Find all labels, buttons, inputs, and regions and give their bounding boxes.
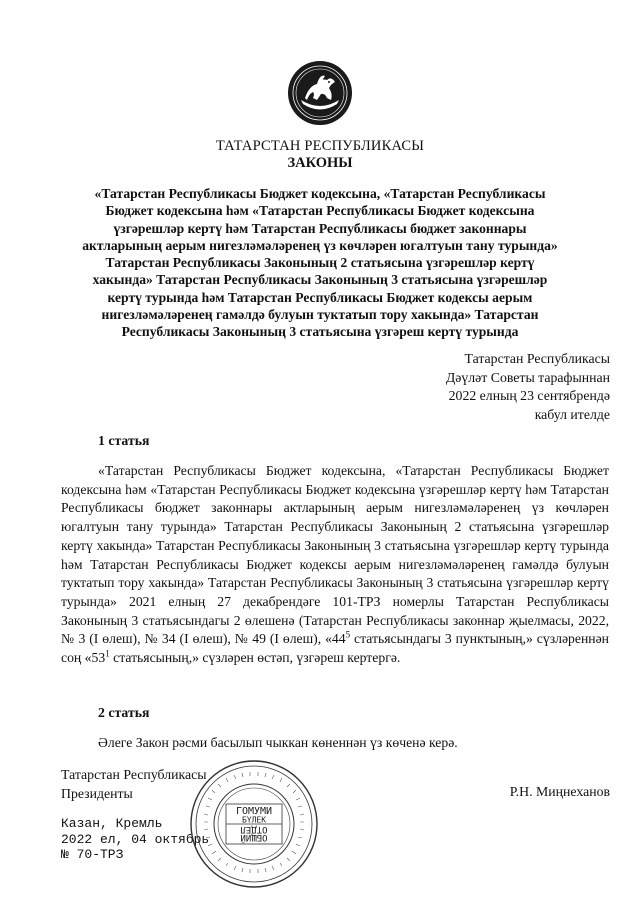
adoption-line: Дәүләт Советы тарафыннан xyxy=(445,369,610,385)
tatarstan-emblem-icon xyxy=(287,60,353,126)
title-line: «Татарстан Республикасы Бюджет кодексына, «Татарстан Республикасы xyxy=(94,186,546,201)
signatory-name: Р.Н. Миңнеханов xyxy=(509,784,610,799)
stamp-text: БҮЛЕК xyxy=(241,815,267,825)
title-line: Республикасы Законының 3 статьясына үзгәреш кертү турында xyxy=(121,324,519,340)
republic-title: ТАТАРСТАН РЕСПУБЛИКАСЫ xyxy=(215,138,425,154)
signature-line: Президенты xyxy=(61,786,133,801)
signature-line: Татарстан Республикасы xyxy=(61,767,207,782)
article-1-text xyxy=(61,462,609,668)
adoption-line: кабул ителде xyxy=(534,406,610,422)
superscript: 5 xyxy=(345,629,351,640)
title-line: актларының аерым нигезләмәләренең үз көчләрен югалтуын тану турында» xyxy=(82,237,558,253)
law-title: ЗАКОНЫ xyxy=(287,155,353,171)
adoption-line: Татарстан Республикасы xyxy=(464,351,610,366)
official-stamp-icon xyxy=(188,758,320,890)
title-line: нигезләмәләренең гамәлдә булуын туктатып тору хакында» Татарстан xyxy=(101,307,539,323)
article-2-text: Әлеге Закон рәсми басылып чыккан көненнән үз көченә керә. xyxy=(98,735,458,750)
stamp-text: ОТДЕЛ xyxy=(240,824,268,834)
title-line: хакында» Татарстан Республикасы Законының 3 статьясына үзгәрешләр xyxy=(92,272,548,288)
stamp-text: ОБЩИЙ xyxy=(240,832,268,842)
law-full-title xyxy=(60,185,580,341)
number-line: № 70-ТРЗ xyxy=(61,847,124,862)
article-1-text-part: «Татарстан Республикасы Бюджет кодексына, «Татарстан Республикасы Бюджет кодексына һәм «Татарстан Республикасы Бюджет кодексына үзгәрешләр кертү һәм Татарстан Республикасы бюджет законнары актларының аерым нигезләмәләренең үз көчләрен югалтуын тану турында» Татарстан Республикасы Законының 2 статьясына үзгәрешләр кертү хакында» Татарстан Республикасы Законының 3 статьясына үзгәрешләр кертү турында һәм Татарстан Республикасы Бюджет кодексы аерым нигезләмәләренең гамәлдә булуын туктатып тору хакында» Татарстан Республикасы Законының 3 статьясына үзгәрешләр кертү турында» 2021 елның 27 декабрендәге 101-ТРЗ номерлы Татарстан Республикасы Законының 3 статьясындагы 2 өлешенә (Татарстан Республикасы законнар җыелмасы, 2022, № 3 (I өлеш), № 34 (I өлеш), № 49 (I өлеш), «44 xyxy=(61,463,609,647)
title-line: кертү турында һәм Татарстан Республикасы Бюджет кодексы аерым xyxy=(107,289,533,305)
adoption-line: 2022 елның 23 сентябрендә xyxy=(448,388,610,404)
place-date-number xyxy=(61,816,209,863)
adoption-block xyxy=(390,350,610,424)
article-1-heading: 1 статья xyxy=(98,433,150,448)
article-2-heading: 2 статья xyxy=(98,705,150,720)
title-line: үзгәрешләр кертү һәм Татарстан Республикасы бюджет законнары xyxy=(113,220,527,236)
article-1-text-part: статьясының,» сүзләрен өстәп, үзгәреш кертергә. xyxy=(109,650,401,666)
title-line: Татарстан Республикасы Законының 2 статьясына үзгәрешләр кертү xyxy=(105,255,535,271)
signature-title xyxy=(61,765,207,803)
article-1-text-part: статьясындагы 3 пунктының,» сүзләреннән соң «53 xyxy=(61,631,609,666)
date-line: 2022 ел, 04 октябрь xyxy=(61,831,210,847)
place-line: Казан, Кремль xyxy=(61,816,163,831)
superscript: 1 xyxy=(105,648,110,659)
stamp-text: ГОМУМИ xyxy=(235,806,273,817)
title-line: Бюджет кодексына һәм «Татарстан Республикасы Бюджет кодексына xyxy=(105,203,535,219)
